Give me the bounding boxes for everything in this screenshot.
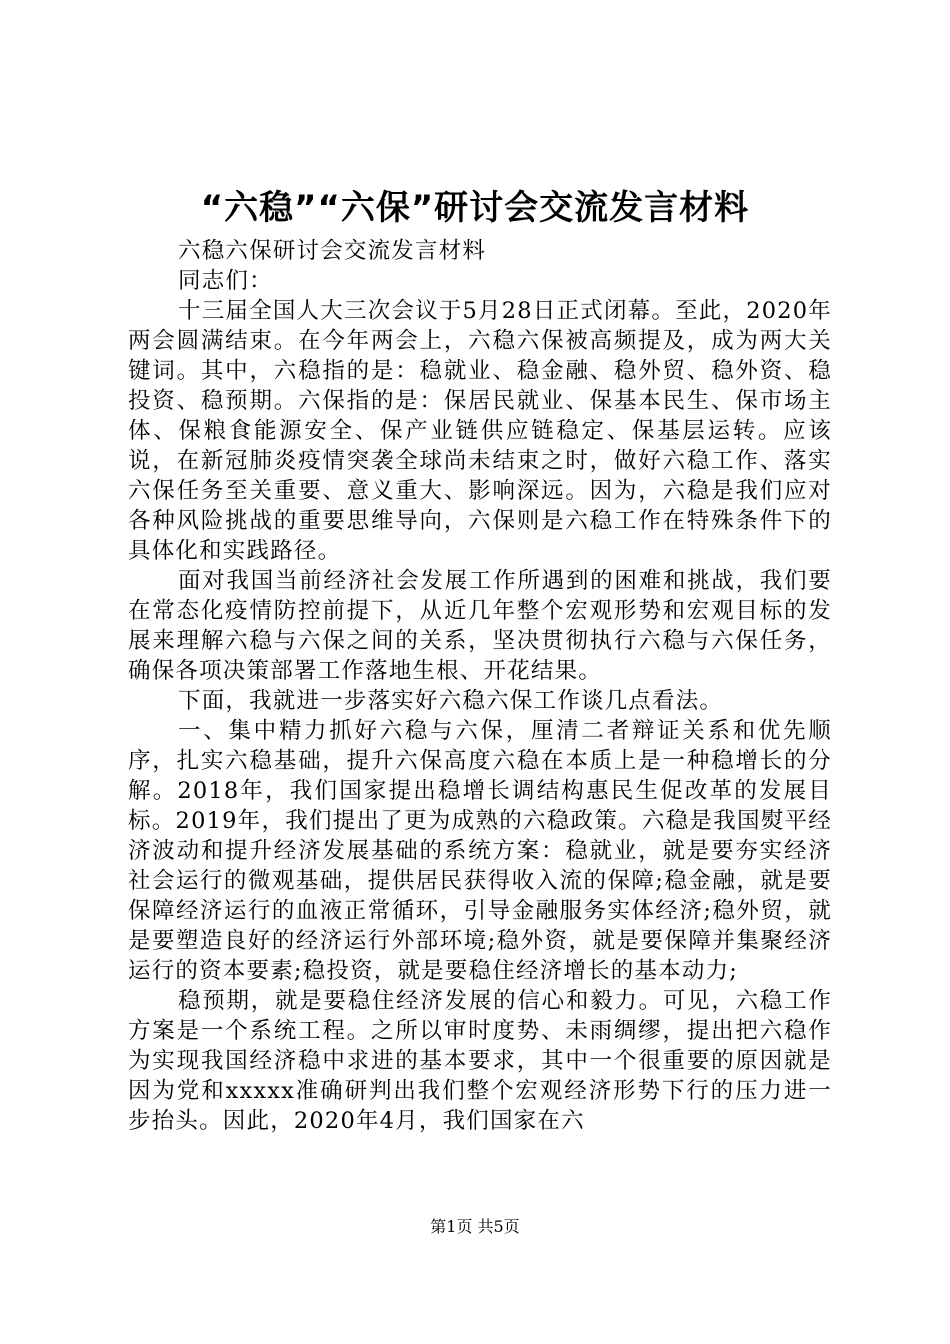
document-body [128,236,832,1136]
paragraph-4: 一、集中精力抓好六稳与六保，厘清二者辩证关系和优先顺序，扎实六稳基础，提升六保高度六稳在本质上是一种稳增长的分解。2018年，我们国家提出稳增长调结构惠民生促改革的发展目标。2019年，我们提出了更为成熟的六稳政策。六稳是我国熨平经济波动和提升经济发展基础的系统方案：稳就业，就是要夯实经济社会运行的微观基础，提供居民获得收入流的保障;稳金融，就是要保障经济运行的血液正常循环，引导金融服务实体经济;稳外贸，就是要塑造良好的经济运行外部环境;稳外资，就是要保障并集聚经济运行的资本要素;稳投资，就是要稳住经济增长的基本动力; [128,718,832,984]
document-subtitle: 六稳六保研讨会交流发言材料 [178,238,487,264]
page-number: 第1页 共5页 [430,1217,520,1236]
paragraph-1: 十三届全国人大三次会议于5月28日正式闭幕。至此，2020年两会圆满结束。在今年两会上，六稳六保被高频提及，成为两大关键词。其中，六稳指的是：稳就业、稳金融、稳外贸、稳外资、稳投资、稳预期。六保指的是：保居民就业、保基本民生、保市场主体、保粮食能源安全、保产业链供应链稳定、保基层运转。应该说，在新冠肺炎疫情突袭全球尚未结束之时，做好六稳工作、落实六保任务至关重要、意义重大、影响深远。因为，六稳是我们应对各种风险挑战的重要思维导向，六保则是六稳工作在特殊条件下的具体化和实践路径。 [128,298,832,564]
paragraph-3: 下面，我就进一步落实好六稳六保工作谈几点看法。 [178,688,724,714]
salutation: 同志们： [178,268,273,294]
paragraph-2: 面对我国当前经济社会发展工作所遇到的困难和挑战，我们要在常态化疫情防控前提下，从近几年整个宏观形势和宏观目标的发展来理解六稳与六保之间的关系，坚决贯彻执行六稳与六保任务，确保各项决策部署工作落地生根、开花结果。 [128,568,832,684]
document-title: “六稳”“六保”研讨会交流发言材料 [200,188,750,228]
paragraph-5: 稳预期，就是要稳住经济发展的信心和毅力。可见，六稳工作方案是一个系统工程。之所以审时度势、未雨绸缪，提出把六稳作为实现我国经济稳中求进的基本要求，其中一个很重要的原因就是因为党和xxxxx准确研判出我们整个宏观经济形势下行的压力进一步抬头。因此，2020年4月，我们国家在六 [128,988,832,1134]
